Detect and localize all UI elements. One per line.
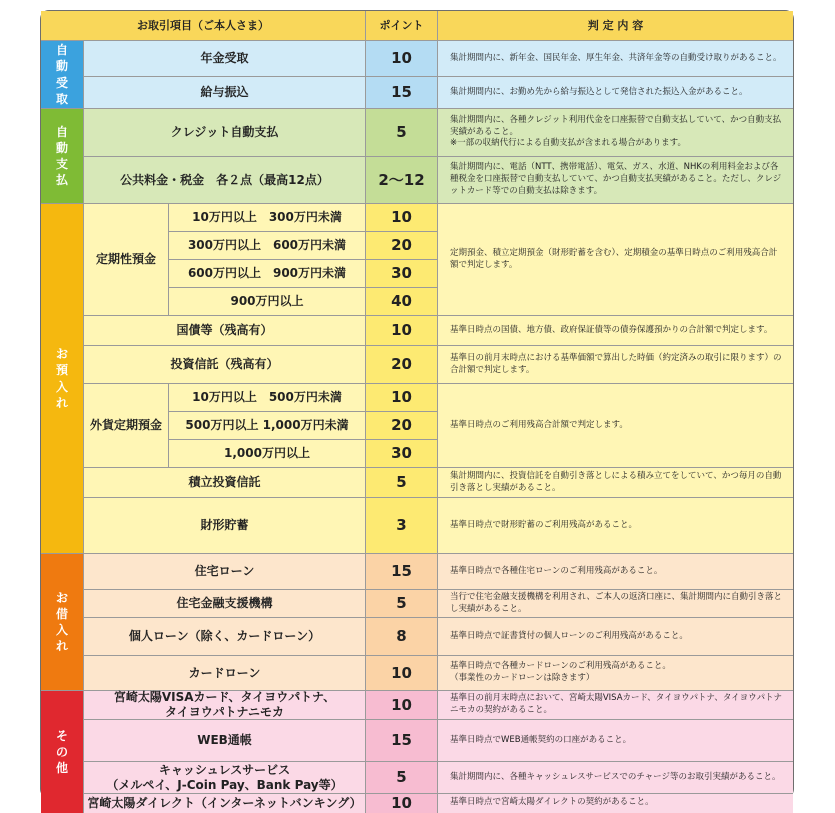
tier-label: 500万円以上 1,000万円未満 xyxy=(169,412,366,440)
row-label-bonds: 国債等（残高有） xyxy=(84,316,366,346)
row-label-cashless: キャッシュレスサービス （メルペイ、J-Coin Pay、Bank Pay等） xyxy=(84,762,366,794)
row-points-utility: 2～12 xyxy=(366,157,438,204)
row-points-card-loan: 10 xyxy=(366,656,438,691)
tier-label: 300万円以上 600万円未満 xyxy=(169,232,366,260)
tier-points: 20 xyxy=(366,232,438,260)
row-points-zaikei: 3 xyxy=(366,498,438,554)
tier-label: 900万円以上 xyxy=(169,288,366,316)
header-item: お取引項目（ご本人さま） xyxy=(41,11,366,41)
row-points-salary: 15 xyxy=(366,77,438,109)
row-desc-personal-loan: 基準日時点で証書貸付の個人ローンのご利用残高があること。 xyxy=(438,618,793,656)
row-label-accum-invest: 積立投資信託 xyxy=(84,468,366,498)
row-points-personal-loan: 8 xyxy=(366,618,438,656)
row-points-bonds: 10 xyxy=(366,316,438,346)
header-criteria: 判 定 内 容 xyxy=(438,11,793,41)
row-label-housing-loan: 住宅ローン xyxy=(84,554,366,590)
row-desc-fx-deposit: 基準日時点のご利用残高合計額で判定します。 xyxy=(438,384,793,468)
points-grid xyxy=(41,11,793,812)
row-desc-pension: 集計期間内に、新年金、国民年金、厚生年金、共済年金等の自動受け取りがあること。 xyxy=(438,41,793,77)
row-label-visa: 宮崎太陽VISAカード、タイヨウパトナ、 タイヨウパトナニモカ xyxy=(84,691,366,720)
row-label-zaikei: 財形貯蓄 xyxy=(84,498,366,554)
row-label-jhf: 住宅金融支援機構 xyxy=(84,590,366,618)
category-auto-pay: 自 動 支 払 xyxy=(41,109,84,204)
row-label-invest: 投資信託（残高有） xyxy=(84,346,366,384)
row-label-personal-loan: 個人ローン（除く、カードローン） xyxy=(84,618,366,656)
row-label-utility: 公共料金・税金 各２点（最高12点） xyxy=(84,157,366,204)
row-desc-zaikei: 基準日時点で財形貯蓄のご利用残高があること。 xyxy=(438,498,793,554)
row-desc-web: 基準日時点でWEB通帳契約の口座があること。 xyxy=(438,720,793,762)
row-desc-credit: 集計期間内に、各種クレジット利用代金を口座振替で自動支払していて、かつ自動支払実績があること。 ※一部の収納代行による自動支払が含まれる場合があります。 xyxy=(438,109,793,157)
row-desc-time-deposit: 定期預金、積立定期預金（財形貯蓄を含む）、定期積金の基準日時点のご利用残高合計額で判定します。 xyxy=(438,204,793,316)
row-label-web: WEB通帳 xyxy=(84,720,366,762)
points-table xyxy=(40,10,794,812)
row-label-fx-deposit: 外貨定期預金 xyxy=(84,384,169,468)
row-desc-visa: 基準日の前月末時点において、宮崎太陽VISAカード、タイヨウパトナ、タイヨウパトナニモカの契約があること。 xyxy=(438,691,793,720)
row-desc-bonds: 基準日時点の国債、地方債、政府保証債等の債券保護預かりの合計額で判定します。 xyxy=(438,316,793,346)
tier-label: 600万円以上 900万円未満 xyxy=(169,260,366,288)
row-desc-accum-invest: 集計期間内に、投資信託を自動引き落としによる積み立てをしていて、かつ毎月の自動引き落とし実績があること。 xyxy=(438,468,793,498)
row-desc-jhf: 当行で住宅金融支援機構を利用され、ご本人の返済口座に、集計期間内に自動引き落とし実績があること。 xyxy=(438,590,793,618)
row-points-accum-invest: 5 xyxy=(366,468,438,498)
tier-points: 20 xyxy=(366,412,438,440)
row-label-credit: クレジット自動支払 xyxy=(84,109,366,157)
row-points-credit: 5 xyxy=(366,109,438,157)
row-points-direct: 10 xyxy=(366,794,438,813)
row-points-pension: 10 xyxy=(366,41,438,77)
tier-points: 30 xyxy=(366,440,438,468)
row-desc-cashless: 集計期間内に、各種キャッシュレスサービスでのチャージ等のお取引実績があること。 xyxy=(438,762,793,794)
row-points-web: 15 xyxy=(366,720,438,762)
tier-points: 10 xyxy=(366,204,438,232)
tier-label: 1,000万円以上 xyxy=(169,440,366,468)
category-loan: お 借 入 れ xyxy=(41,554,84,691)
row-label-salary: 給与振込 xyxy=(84,77,366,109)
row-label-time-deposit: 定期性預金 xyxy=(84,204,169,316)
row-points-housing-loan: 15 xyxy=(366,554,438,590)
row-desc-card-loan: 基準日時点で各種カードローンのご利用残高があること。 （事業性のカードローンは除きます） xyxy=(438,656,793,691)
category-other: そ の 他 xyxy=(41,691,84,813)
row-points-cashless: 5 xyxy=(366,762,438,794)
category-auto-receive: 自 動 受 取 xyxy=(41,41,84,109)
tier-label: 10万円以上 300万円未満 xyxy=(169,204,366,232)
row-desc-utility: 集計期間内に、電話（NTT、携帯電話）、電気、ガス、水道、NHKの利用料金および各種税金を口座振替で自動支払していて、かつ自動支払実績があること。ただし、クレジットカード等での自動支払は除きます。 xyxy=(438,157,793,204)
row-desc-housing-loan: 基準日時点で各種住宅ローンのご利用残高があること。 xyxy=(438,554,793,590)
row-points-visa: 10 xyxy=(366,691,438,720)
tier-points: 10 xyxy=(366,384,438,412)
row-label-card-loan: カードローン xyxy=(84,656,366,691)
row-points-invest: 20 xyxy=(366,346,438,384)
header-points: ポイント xyxy=(366,11,438,41)
tier-label: 10万円以上 500万円未満 xyxy=(169,384,366,412)
row-label-pension: 年金受取 xyxy=(84,41,366,77)
tier-points: 40 xyxy=(366,288,438,316)
category-deposit: お 預 入 れ xyxy=(41,204,84,554)
row-label-direct: 宮崎太陽ダイレクト（インターネットバンキング） xyxy=(84,794,366,813)
tier-points: 30 xyxy=(366,260,438,288)
row-desc-invest: 基準日の前月末時点における基準価額で算出した時価（約定済みの取引に限ります）の合計額で判定します。 xyxy=(438,346,793,384)
row-desc-salary: 集計期間内に、お勤め先から給与振込として発信された振込入金があること。 xyxy=(438,77,793,109)
row-desc-direct: 基準日時点で宮崎太陽ダイレクトの契約があること。 xyxy=(438,794,793,813)
row-points-jhf: 5 xyxy=(366,590,438,618)
